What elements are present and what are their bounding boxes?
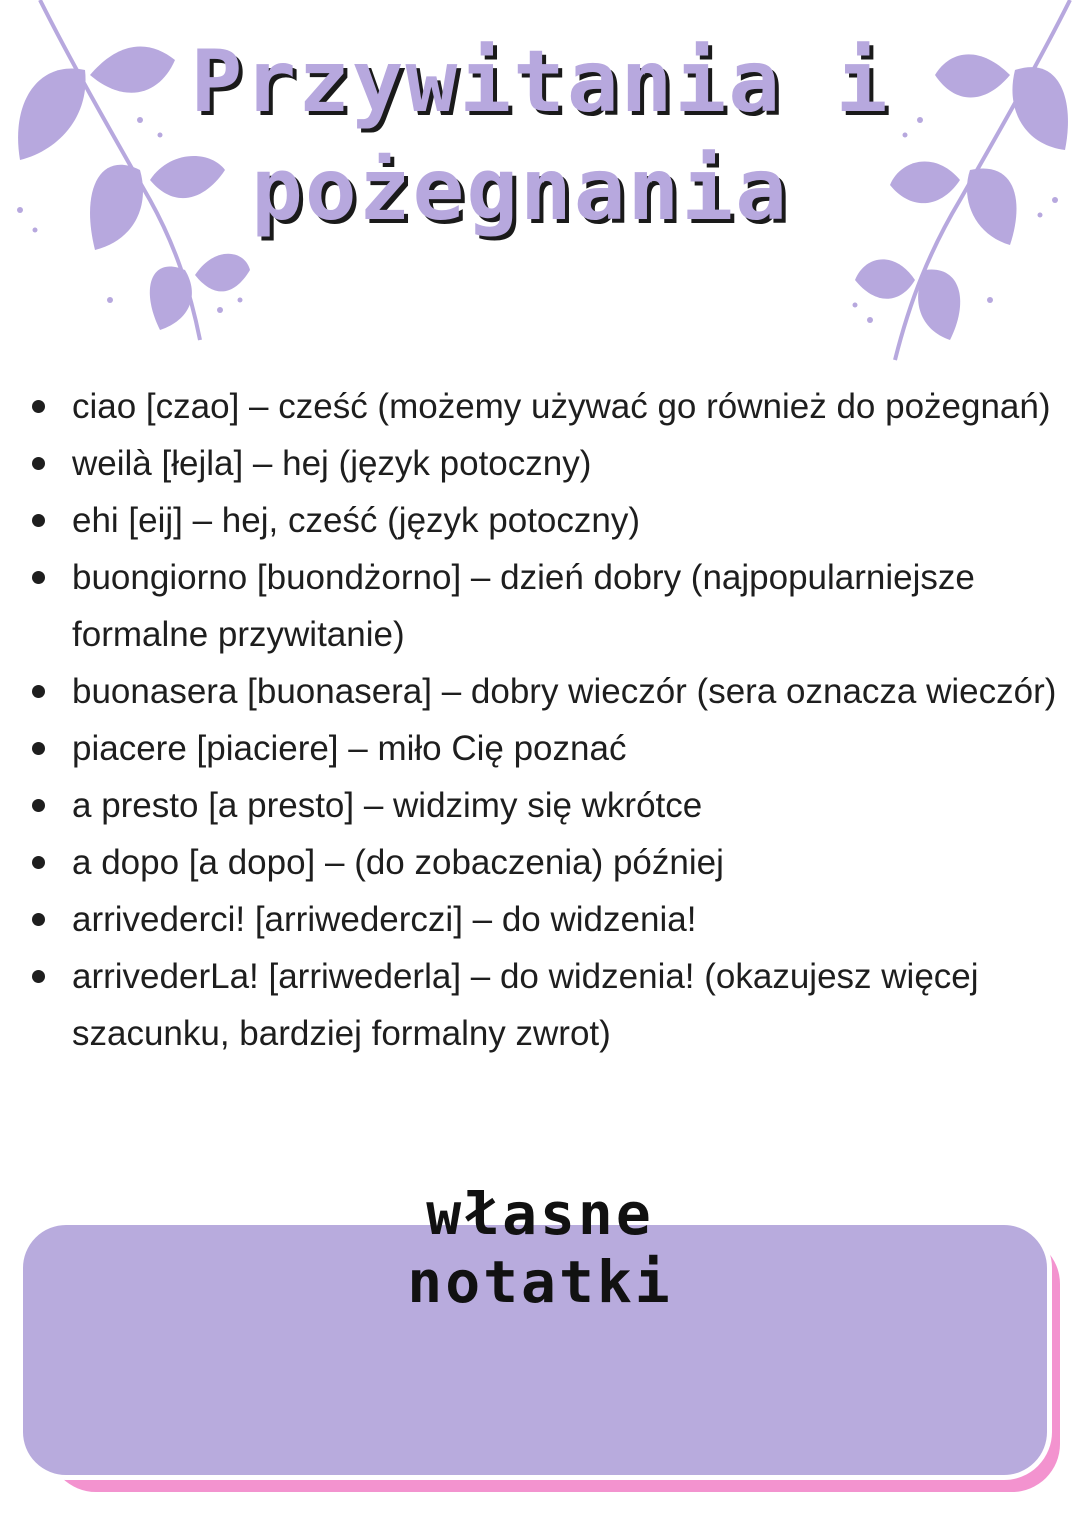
page-title bbox=[180, 28, 900, 244]
list-item: weilà [łejla] – hej (język potoczny) bbox=[28, 435, 1058, 492]
list-item: arrivederLa! [arriwederla] – do widzenia! (okazujesz więcej szacunku, bardziej formalny zwrot) bbox=[28, 948, 1058, 1062]
list-item: ciao [czao] – cześć (możemy używać go również do pożegnań) bbox=[28, 378, 1058, 435]
list-item: piacere [piaciere] – miło Cię poznać bbox=[28, 720, 1058, 777]
title-line-2: pożegnania bbox=[251, 140, 789, 240]
list-item: arrivederci! [arriwederczi] – do widzenia! bbox=[28, 891, 1058, 948]
list-item: buonasera [buonasera] – dobry wieczór (sera oznacza wieczór) bbox=[28, 663, 1058, 720]
list-item: ehi [eij] – hej, cześć (język potoczny) bbox=[28, 492, 1058, 549]
list-item: a dopo [a dopo] – (do zobaczenia) później bbox=[28, 834, 1058, 891]
list-item: a presto [a presto] – widzimy się wkrótce bbox=[28, 777, 1058, 834]
title-line-1: Przywitania i bbox=[190, 32, 890, 132]
list-item: buongiorno [buondżorno] – dzień dobry (najpopularniejsze formalne przywitanie) bbox=[28, 549, 1058, 663]
vocabulary-list bbox=[28, 378, 1058, 1062]
notes-title: własne notatki bbox=[407, 1180, 673, 1316]
